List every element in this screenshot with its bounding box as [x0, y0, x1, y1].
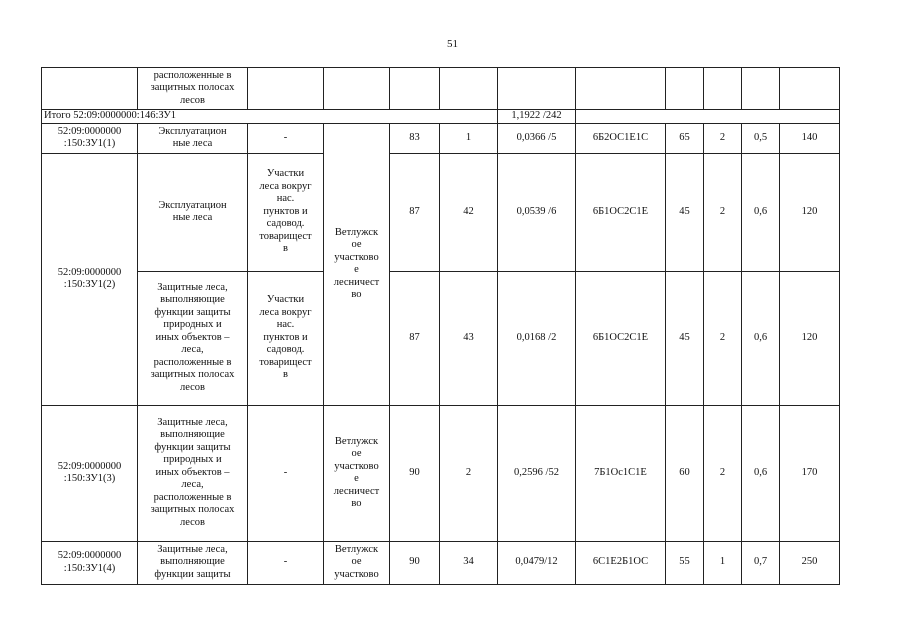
composition-cell: 6Б2ОС1Е1С [576, 123, 666, 153]
age-cell [666, 68, 704, 110]
table-row [42, 405, 840, 541]
category-cell: Защитные леса, выполняющие функции защиты [138, 541, 248, 584]
composition-cell: 6С1Е2Б1ОС [576, 541, 666, 584]
area-cell: 0,0479/12 [498, 541, 576, 584]
volume-cell: 120 [780, 271, 840, 405]
quarter-cell: 87 [390, 153, 440, 271]
age-cell: 45 [666, 271, 704, 405]
category-cell: Защитные леса, выполняющие функции защиты природных и иных объектов – леса, расположенные в защитных полосах лесов [138, 405, 248, 541]
special-cell: - [248, 123, 324, 153]
class-cell: 2 [704, 153, 742, 271]
volume-cell [780, 68, 840, 110]
parcel-cell: 52:09:0000000 :150:ЗУ1(3) [42, 405, 138, 541]
special-cell: - [248, 405, 324, 541]
area-cell: 0,2596 /52 [498, 405, 576, 541]
parcel-cell: 52:09:0000000 :150:ЗУ1(4) [42, 541, 138, 584]
forestry-cell: Ветлужск ое участково е лесничест во [324, 405, 390, 541]
composition-cell [576, 68, 666, 110]
table-row [42, 271, 840, 405]
age-cell: 45 [666, 153, 704, 271]
quarter-cell: 87 [390, 271, 440, 405]
volume-cell: 140 [780, 123, 840, 153]
density-cell [742, 68, 780, 110]
section-cell: 1 [440, 123, 498, 153]
forestry-cell: Ветлужск ое участково е лесничест во [324, 123, 390, 405]
special-cell: Участки леса вокруг нас. пунктов и садовод. товарищест в [248, 271, 324, 405]
total-label: Итого 52:09:0000000:146:ЗУ1 [42, 110, 498, 124]
section-cell: 34 [440, 541, 498, 584]
class-cell: 2 [704, 123, 742, 153]
section-cell: 42 [440, 153, 498, 271]
volume-cell: 120 [780, 153, 840, 271]
density-cell: 0,6 [742, 153, 780, 271]
composition-cell: 6Б1ОС2С1Е [576, 271, 666, 405]
parcel-cell: 52:09:0000000 :150:ЗУ1(2) [42, 153, 138, 405]
table-row [42, 123, 840, 153]
composition-cell: 7Б1Ос1С1Е [576, 405, 666, 541]
quarter-cell: 90 [390, 405, 440, 541]
section-cell: 43 [440, 271, 498, 405]
page-number: 51 [447, 38, 458, 50]
volume-cell: 170 [780, 405, 840, 541]
volume-cell: 250 [780, 541, 840, 584]
total-row [42, 110, 840, 124]
total-area: 1,1922 /242 [498, 110, 576, 124]
forestry-cell [324, 68, 390, 110]
table-row [42, 541, 840, 584]
section-cell [440, 68, 498, 110]
parcel-cell: 52:09:0000000 :150:ЗУ1(1) [42, 123, 138, 153]
quarter-cell: 90 [390, 541, 440, 584]
area-cell: 0,0539 /6 [498, 153, 576, 271]
class-cell: 2 [704, 271, 742, 405]
category-cell: Эксплуатацион ные леса [138, 123, 248, 153]
forestry-cell: Ветлужск ое участково [324, 541, 390, 584]
forest-parcels-table [41, 67, 840, 585]
class-cell: 1 [704, 541, 742, 584]
quarter-cell: 83 [390, 123, 440, 153]
class-cell [704, 68, 742, 110]
density-cell: 0,7 [742, 541, 780, 584]
section-cell: 2 [440, 405, 498, 541]
total-empty-cell [576, 110, 840, 124]
quarter-cell [390, 68, 440, 110]
category-cell: Эксплуатацион ные леса [138, 153, 248, 271]
density-cell: 0,5 [742, 123, 780, 153]
category-cell: Защитные леса, выполняющие функции защиты природных и иных объектов – леса, расположенные в защитных полосах лесов [138, 271, 248, 405]
density-cell: 0,6 [742, 271, 780, 405]
class-cell: 2 [704, 405, 742, 541]
age-cell: 65 [666, 123, 704, 153]
age-cell: 55 [666, 541, 704, 584]
composition-cell: 6Б1ОС2С1Е [576, 153, 666, 271]
density-cell: 0,6 [742, 405, 780, 541]
area-cell [498, 68, 576, 110]
parcel-cell [42, 68, 138, 110]
area-cell: 0,0366 /5 [498, 123, 576, 153]
category-cell: расположенные в защитных полосах лесов [138, 68, 248, 110]
area-cell: 0,0168 /2 [498, 271, 576, 405]
table-row [42, 153, 840, 271]
special-cell: Участки леса вокруг нас. пунктов и садовод. товарищест в [248, 153, 324, 271]
special-cell: - [248, 541, 324, 584]
age-cell: 60 [666, 405, 704, 541]
special-cell [248, 68, 324, 110]
table-row [42, 68, 840, 110]
